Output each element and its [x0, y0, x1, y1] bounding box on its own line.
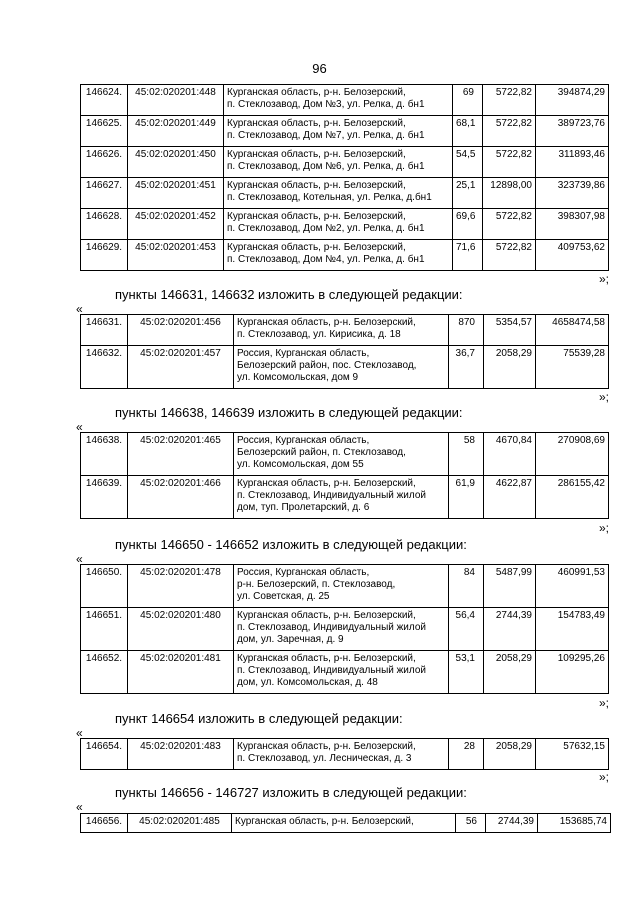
address-line: р-н. Белозерский, п. Стеклозавод, — [237, 579, 396, 590]
item-number-cell: 146631. — [81, 315, 128, 346]
address-cell — [224, 178, 453, 209]
address-line: п. Стеклозавод, Индивидуальный жилой — [237, 622, 426, 633]
area-cell: 54,5 — [453, 147, 483, 178]
total-value-cell: 270908,69 — [536, 433, 609, 476]
address-line: п. Стеклозавод, Дом №6, ул. Релка, д. бн1 — [227, 161, 425, 172]
address-line: Россия, Курганская область, — [237, 348, 370, 359]
address-line: Россия, Курганская область, — [237, 567, 370, 578]
table-row — [81, 240, 609, 271]
total-value-cell: 323739,86 — [536, 178, 609, 209]
item-number-cell: 146651. — [81, 608, 128, 651]
unit-value-cell: 5722,82 — [483, 240, 536, 271]
total-value-cell: 286155,42 — [536, 476, 609, 519]
total-value-cell: 311893,46 — [536, 147, 609, 178]
address-line: п. Стеклозавод, Дом №2, ул. Релка, д. бн1 — [227, 223, 425, 234]
area-cell: 58 — [449, 433, 484, 476]
total-value-cell: 153685,74 — [538, 814, 611, 833]
address-cell — [234, 565, 449, 608]
cadastral-number-cell: 45:02:020201:483 — [128, 739, 234, 770]
cadastral-number-cell: 45:02:020201:448 — [128, 85, 224, 116]
section-heading: пункты 146656 - 146727 изложить в следующей редакции: — [115, 785, 467, 800]
table-section-0 — [80, 84, 609, 271]
area-cell: 56 — [456, 814, 486, 833]
page-number: 96 — [312, 61, 327, 76]
address-line: дом, ул. Заречная, д. 9 — [237, 634, 344, 645]
item-number-cell: 146628. — [81, 209, 128, 240]
address-cell — [234, 739, 449, 770]
address-line: Курганская область, р-н. Белозерский, — [227, 149, 406, 160]
address-cell — [232, 814, 456, 833]
cadastral-number-cell: 45:02:020201:480 — [128, 608, 234, 651]
address-cell — [234, 433, 449, 476]
unit-value-cell: 5487,99 — [484, 565, 536, 608]
opening-quote: « — [76, 552, 83, 566]
unit-value-cell: 5722,82 — [483, 116, 536, 147]
address-cell — [234, 608, 449, 651]
cadastral-number-cell: 45:02:020201:457 — [128, 346, 234, 389]
opening-quote: « — [76, 420, 83, 434]
total-value-cell: 389723,76 — [536, 116, 609, 147]
table-row — [81, 565, 609, 608]
opening-quote: « — [76, 726, 83, 740]
item-number-cell: 146656. — [81, 814, 128, 833]
area-cell: 68,1 — [453, 116, 483, 147]
total-value-cell: 4658474,58 — [536, 315, 609, 346]
address-line: Курганская область, р-н. Белозерский, — [227, 242, 406, 253]
table-row — [81, 85, 609, 116]
unit-value-cell: 5722,82 — [483, 147, 536, 178]
address-line: п. Стеклозавод, Дом №7, ул. Релка, д. бн1 — [227, 130, 425, 141]
cadastral-number-cell: 45:02:020201:452 — [128, 209, 224, 240]
table-row — [81, 433, 609, 476]
area-cell: 870 — [449, 315, 484, 346]
item-number-cell: 146638. — [81, 433, 128, 476]
section-heading: пункты 146650 - 146652 изложить в следующей редакции: — [115, 537, 467, 552]
total-value-cell: 154783,49 — [536, 608, 609, 651]
table-row — [81, 476, 609, 519]
address-line: Белозерский район, пос. Стеклозавод, — [237, 360, 417, 371]
unit-value-cell: 2058,29 — [484, 739, 536, 770]
item-number-cell: 146624. — [81, 85, 128, 116]
unit-value-cell: 2058,29 — [484, 346, 536, 389]
table-row — [81, 315, 609, 346]
address-line: Курганская область, р-н. Белозерский, — [237, 478, 416, 489]
table-section-3 — [80, 564, 609, 694]
address-cell — [234, 315, 449, 346]
address-cell — [234, 346, 449, 389]
address-line: ул. Советская, д. 25 — [237, 591, 330, 602]
address-cell — [224, 85, 453, 116]
closing-quote: »; — [598, 696, 609, 710]
item-number-cell: 146639. — [81, 476, 128, 519]
address-line: Курганская область, р-н. Белозерский, — [235, 816, 414, 827]
unit-value-cell: 5722,82 — [483, 85, 536, 116]
table-row — [81, 739, 609, 770]
unit-value-cell: 2744,39 — [486, 814, 538, 833]
item-number-cell: 146629. — [81, 240, 128, 271]
item-number-cell: 146627. — [81, 178, 128, 209]
opening-quote: « — [76, 800, 83, 814]
unit-value-cell: 2058,29 — [484, 651, 536, 694]
total-value-cell: 109295,26 — [536, 651, 609, 694]
unit-value-cell: 5354,57 — [484, 315, 536, 346]
area-cell: 69 — [453, 85, 483, 116]
table-section-5 — [80, 813, 611, 833]
address-line: Курганская область, р-н. Белозерский, — [237, 610, 416, 621]
address-line: Курганская область, р-н. Белозерский, — [227, 118, 406, 129]
item-number-cell: 146654. — [81, 739, 128, 770]
item-number-cell: 146625. — [81, 116, 128, 147]
address-line: Курганская область, р-н. Белозерский, — [227, 180, 406, 191]
address-line: Курганская область, р-н. Белозерский, — [237, 653, 416, 664]
total-value-cell: 398307,98 — [536, 209, 609, 240]
section-heading: пункт 146654 изложить в следующей редакции: — [115, 711, 403, 726]
area-cell: 53,1 — [449, 651, 484, 694]
area-cell: 56,4 — [449, 608, 484, 651]
cadastral-number-cell: 45:02:020201:453 — [128, 240, 224, 271]
closing-quote: »; — [598, 272, 609, 286]
cadastral-number-cell: 45:02:020201:485 — [128, 814, 232, 833]
address-line: дом, ул. Комсомольская, д. 48 — [237, 677, 378, 688]
cadastral-number-cell: 45:02:020201:450 — [128, 147, 224, 178]
address-line: п. Стеклозавод, ул. Кирисика, д. 18 — [237, 329, 401, 340]
cadastral-number-cell: 45:02:020201:456 — [128, 315, 234, 346]
area-cell: 84 — [449, 565, 484, 608]
cadastral-number-cell: 45:02:020201:466 — [128, 476, 234, 519]
total-value-cell: 75539,28 — [536, 346, 609, 389]
area-cell: 36,7 — [449, 346, 484, 389]
item-number-cell: 146626. — [81, 147, 128, 178]
table-section-1 — [80, 314, 609, 389]
address-line: п. Стеклозавод, Индивидуальный жилой — [237, 490, 426, 501]
table-row — [81, 608, 609, 651]
total-value-cell: 394874,29 — [536, 85, 609, 116]
address-line: п. Стеклозавод, Дом №4, ул. Релка, д. бн1 — [227, 254, 425, 265]
cadastral-number-cell: 45:02:020201:451 — [128, 178, 224, 209]
total-value-cell: 409753,62 — [536, 240, 609, 271]
item-number-cell: 146652. — [81, 651, 128, 694]
closing-quote: »; — [598, 390, 609, 404]
section-heading: пункты 146638, 146639 изложить в следующей редакции: — [115, 405, 463, 420]
unit-value-cell: 4622,87 — [484, 476, 536, 519]
address-line: п. Стеклозавод, ул. Лесническая, д. 3 — [237, 753, 412, 764]
total-value-cell: 460991,53 — [536, 565, 609, 608]
area-cell: 69,6 — [453, 209, 483, 240]
table-row — [81, 651, 609, 694]
table-row — [81, 209, 609, 240]
address-line: Курганская область, р-н. Белозерский, — [227, 211, 406, 222]
closing-quote: »; — [598, 770, 609, 784]
address-line: Курганская область, р-н. Белозерский, — [237, 741, 416, 752]
area-cell: 28 — [449, 739, 484, 770]
table-row — [81, 346, 609, 389]
address-line: Россия, Курганская область, — [237, 435, 370, 446]
address-line: Белозерский район, п. Стеклозавод, — [237, 447, 406, 458]
table-row — [81, 116, 609, 147]
cadastral-number-cell: 45:02:020201:465 — [128, 433, 234, 476]
table-section-4 — [80, 738, 609, 770]
unit-value-cell: 5722,82 — [483, 209, 536, 240]
address-line: п. Стеклозавод, Индивидуальный жилой — [237, 665, 426, 676]
address-line: Курганская область, р-н. Белозерский, — [237, 317, 416, 328]
table-section-2 — [80, 432, 609, 519]
unit-value-cell: 4670,84 — [484, 433, 536, 476]
area-cell: 25,1 — [453, 178, 483, 209]
address-cell — [234, 651, 449, 694]
total-value-cell: 57632,15 — [536, 739, 609, 770]
cadastral-number-cell: 45:02:020201:449 — [128, 116, 224, 147]
table-row — [81, 147, 609, 178]
address-cell — [224, 147, 453, 178]
address-cell — [224, 209, 453, 240]
address-cell — [234, 476, 449, 519]
address-cell — [224, 240, 453, 271]
unit-value-cell: 2744,39 — [484, 608, 536, 651]
address-line: п. Стеклозавод, Дом №3, ул. Релка, д. бн1 — [227, 99, 425, 110]
area-cell: 71,6 — [453, 240, 483, 271]
section-heading: пункты 146631, 146632 изложить в следующей редакции: — [115, 287, 463, 302]
address-line: ул. Комсомольская, дом 9 — [237, 372, 359, 383]
opening-quote: « — [76, 302, 83, 316]
unit-value-cell: 12898,00 — [483, 178, 536, 209]
address-line: дом, туп. Пролетарский, д. 6 — [237, 502, 370, 513]
item-number-cell: 146650. — [81, 565, 128, 608]
address-line: Курганская область, р-н. Белозерский, — [227, 87, 406, 98]
address-cell — [224, 116, 453, 147]
table-row — [81, 814, 611, 833]
address-line: ул. Комсомольская, дом 55 — [237, 459, 364, 470]
table-row — [81, 178, 609, 209]
closing-quote: »; — [598, 521, 609, 535]
cadastral-number-cell: 45:02:020201:478 — [128, 565, 234, 608]
address-line: п. Стеклозавод, Котельная, ул. Релка, д.бн1 — [227, 192, 432, 203]
cadastral-number-cell: 45:02:020201:481 — [128, 651, 234, 694]
area-cell: 61,9 — [449, 476, 484, 519]
item-number-cell: 146632. — [81, 346, 128, 389]
